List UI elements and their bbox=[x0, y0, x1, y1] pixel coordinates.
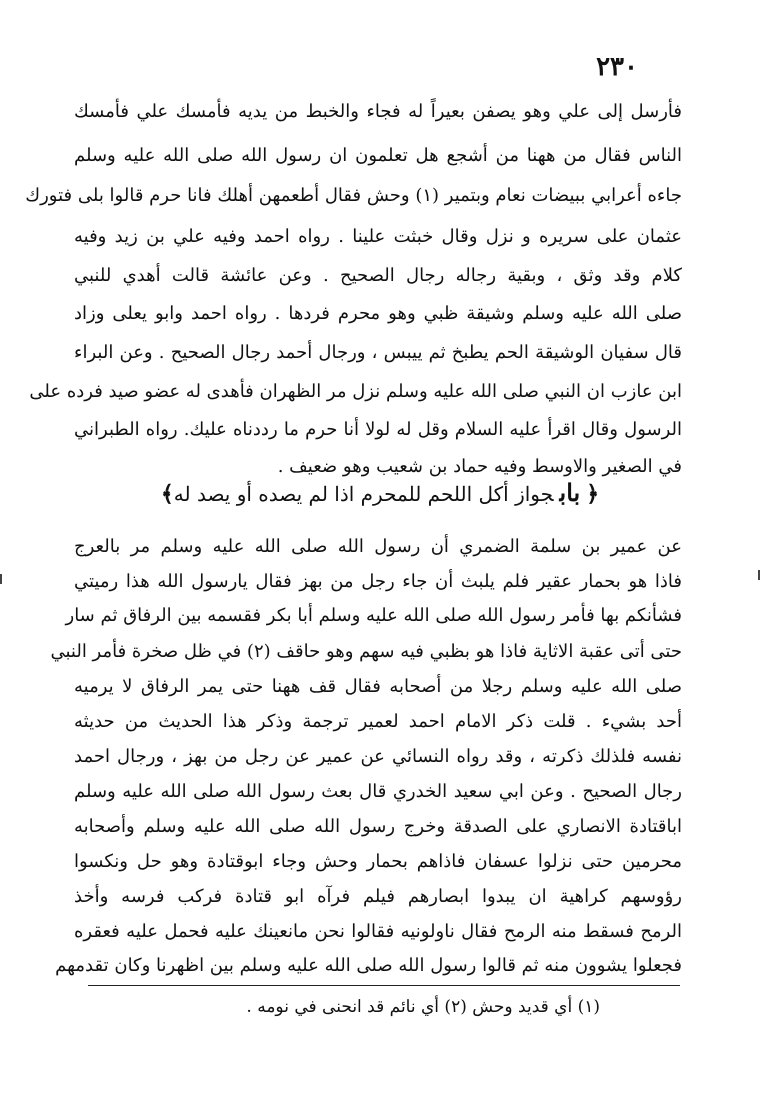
text-line: حتى أتى عقبة الاثاية فاذا هو بظبي فيه سهم وهو حاقف (٢) في ظل صخرة فأمر النبي bbox=[50, 641, 682, 662]
text-line: صلى الله عليه وسلم رجلا من أصحابه فقال قف ههنا حتى يمر الرفاق لا يرميه bbox=[74, 676, 682, 697]
text-line: فاذا هو بحمار عقير فلم يلبث أن جاء رجل من بهز فقال يارسول الله هذا رميتي bbox=[74, 571, 682, 592]
text-line: جاءه أعرابي ببيضات نعام وبتمير (١) وحش فقال أطعمهن أهلك فانا حرم قالوا بلى فتورك bbox=[25, 185, 682, 206]
heading-title: جواز أكل اللحم للمحرم اذا لم يصده أو يصد له bbox=[173, 482, 554, 506]
text-line: رجال الصحيح . وعن ابي سعيد الخدري قال بعث رسول الله صلى الله عليه وسلم bbox=[74, 781, 682, 802]
section-heading bbox=[150, 478, 610, 512]
text-line: رؤوسهم كراهية ان يبدوا ابصارهم فيلم فرآه ابو قتادة فركب فرسه وأخذ bbox=[74, 886, 682, 907]
heading-bab-label: باب bbox=[559, 478, 581, 507]
text-line: صلى الله عليه وسلم وشيقة ظبي وهو محرم فردها . رواه احمد وابو يعلى وزاد bbox=[74, 303, 682, 324]
text-line: أحد بشيء . قلت ذكر الامام احمد لعمير ترجمة وذكر هذا الحديث من حديثه bbox=[74, 711, 682, 732]
footnote-divider bbox=[88, 985, 680, 986]
text-line: فجعلوا يشوون منه ثم قالوا رسول الله صلى الله عليه وسلم بين اظهرنا وكان تقدمهم bbox=[55, 955, 682, 976]
text-line: الناس فقال من ههنا من أشجع هل تعلمون ان رسول الله صلى الله عليه وسلم bbox=[74, 145, 682, 166]
text-line: اباقتادة الانصاري على الصدقة وخرج رسول الله صلى الله عليه وسلم وأصحابه bbox=[74, 816, 682, 837]
heading-open-bracket: ﴿ bbox=[586, 481, 600, 507]
text-line: كلام وقد وثق ، وبقية رجاله رجال الصحيح . وعن عائشة قالت أهدي للنبي bbox=[74, 265, 682, 286]
text-line: فشأنكم بها فأمر رسول الله صلى الله عليه وسلم أبا بكر فقسمه بين الرفاق ثم سار bbox=[65, 605, 682, 626]
text-line: الرمح فسقط منه الرمح فقال ناولونيه فقالوا نحن مانعينك عليه فحمل عليه فعقره bbox=[74, 921, 682, 942]
footnote: (١) أي قديد وحش (٢) أي نائم قد انحنى في نومه . bbox=[246, 997, 600, 1017]
text-line: الرسول وقال اقرأ عليه السلام وقل له لولا أنا حرم ما رددناه عليك. رواه الطبراني bbox=[74, 419, 682, 440]
heading-close-bracket: ﴾ bbox=[160, 481, 174, 507]
page-number: ٢٣٠ bbox=[596, 52, 638, 82]
text-line: قال سفيان الوشيقة الحم يطبخ ثم ييبس ، ورجال أحمد رجال الصحيح . وعن البراء bbox=[74, 342, 682, 363]
text-line: عن عمير بن سلمة الضمري أن رسول الله صلى الله عليه وسلم مر بالعرج bbox=[74, 536, 682, 557]
text-line: في الصغير والاوسط وفيه حماد بن شعيب وهو ضعيف . bbox=[277, 456, 682, 477]
text-line: ابن عازب ان النبي صلى الله عليه وسلم نزل مر الظهران فأهدى له عضو صيد فرده على bbox=[29, 381, 682, 402]
scan-edge-mark bbox=[0, 574, 2, 584]
text-line: عثمان على سريره و نزل وقال خبثت علينا . رواه احمد وفيه علي بن زيد وفيه bbox=[74, 226, 682, 247]
text-line: محرمين حتى نزلوا عسفان فاذاهم بحمار وحش وجاء ابوقتادة وهو حل ونكسوا bbox=[74, 851, 682, 872]
text-line: فأرسل إلى علي وهو يصفن بعيراً له فجاء والخبط من يديه فأمسك علي فأمسك bbox=[74, 101, 682, 122]
text-line: نفسه فلذلك ذكرته ، وقد رواه النسائي عن عمير عن رجل من بهز ، ورجال احمد bbox=[74, 746, 682, 767]
